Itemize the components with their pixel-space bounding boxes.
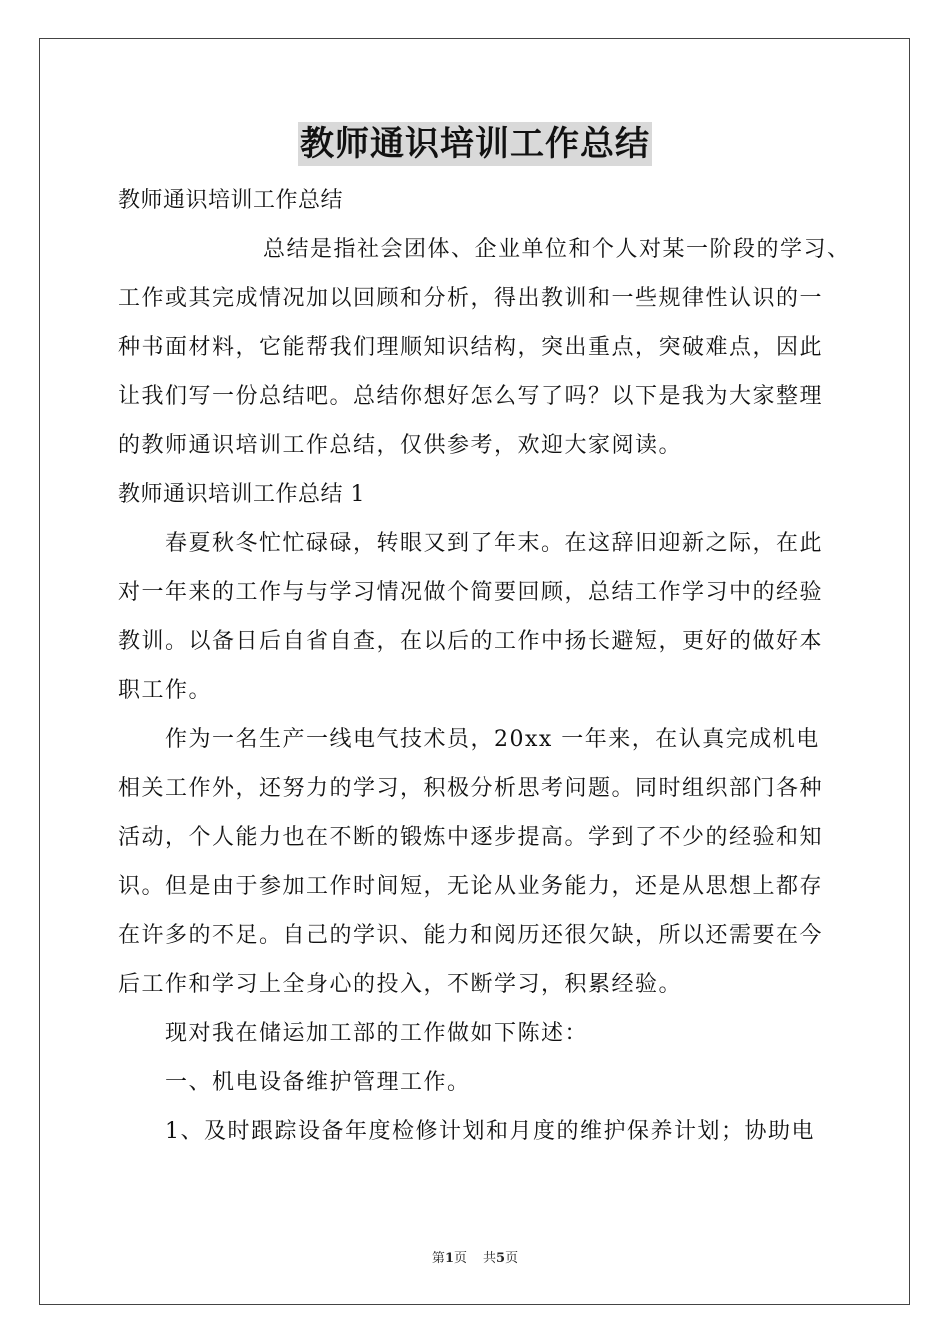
paragraph-line: 后工作和学习上全身心的投入，不断学习，积累经验。 xyxy=(118,972,683,997)
paragraph-line: 活动，个人能力也在不断的锻炼中逐步提高。学到了不少的经验和知 xyxy=(118,825,824,850)
page-footer xyxy=(0,1247,950,1266)
page-suffix: 页 xyxy=(453,1251,467,1266)
list-heading: 一、机电设备维护管理工作。 xyxy=(165,1070,471,1095)
section-heading: 教师通识培训工作总结 1 xyxy=(118,482,365,507)
paragraph-line: 工作或其完成情况加以回顾和分析，得出教训和一些规律性认识的一 xyxy=(118,286,824,311)
paragraph-line: 种书面材料，它能帮我们理顺知识结构，突出重点，突破难点，因此 xyxy=(118,335,824,360)
total-suffix: 页 xyxy=(505,1251,519,1266)
paragraph-line: 对一年来的工作与与学习情况做个简要回顾，总结工作学习中的经验 xyxy=(118,580,824,605)
paragraph-line: 的教师通识培训工作总结，仅供参考，欢迎大家阅读。 xyxy=(118,433,683,458)
page-prefix: 第 xyxy=(431,1251,445,1266)
page-number: 1 xyxy=(444,1251,454,1266)
paragraph-line: 作为一名生产一线电气技术员，20xx 一年来，在认真完成机电 xyxy=(165,727,820,752)
paragraph-line: 职工作。 xyxy=(118,678,213,703)
doc-subtitle: 教师通识培训工作总结 xyxy=(118,188,344,213)
document-body xyxy=(118,176,851,1156)
paragraph-line: 现对我在储运加工部的工作做如下陈述： xyxy=(165,1021,589,1046)
total-pages: 5 xyxy=(496,1251,506,1266)
paragraph-line: 相关工作外，还努力的学习，积极分析思考问题。同时组织部门各种 xyxy=(118,776,824,801)
paragraph-line: 教训。以备日后自省自查，在以后的工作中扬长避短，更好的做好本 xyxy=(118,629,824,654)
paragraph-line: 总结是指社会团体、企业单位和个人对某一阶段的学习、 xyxy=(263,237,851,262)
total-prefix: 共 xyxy=(483,1251,497,1266)
list-item: 1、及时跟踪设备年度检修计划和月度的维护保养计划；协助电 xyxy=(165,1119,815,1144)
title-container xyxy=(0,122,950,166)
paragraph-line: 识。但是由于参加工作时间短，无论从业务能力，还是从思想上都存 xyxy=(118,874,824,899)
paragraph-line: 让我们写一份总结吧。总结你想好怎么写了吗？以下是我为大家整理 xyxy=(118,384,824,409)
paragraph-line: 在许多的不足。自己的学识、能力和阅历还很欠缺，所以还需要在今 xyxy=(118,923,824,948)
paragraph-line: 春夏秋冬忙忙碌碌，转眼又到了年末。在这辞旧迎新之际，在此 xyxy=(165,531,824,556)
document-title: 教师通识培训工作总结 xyxy=(300,124,650,164)
